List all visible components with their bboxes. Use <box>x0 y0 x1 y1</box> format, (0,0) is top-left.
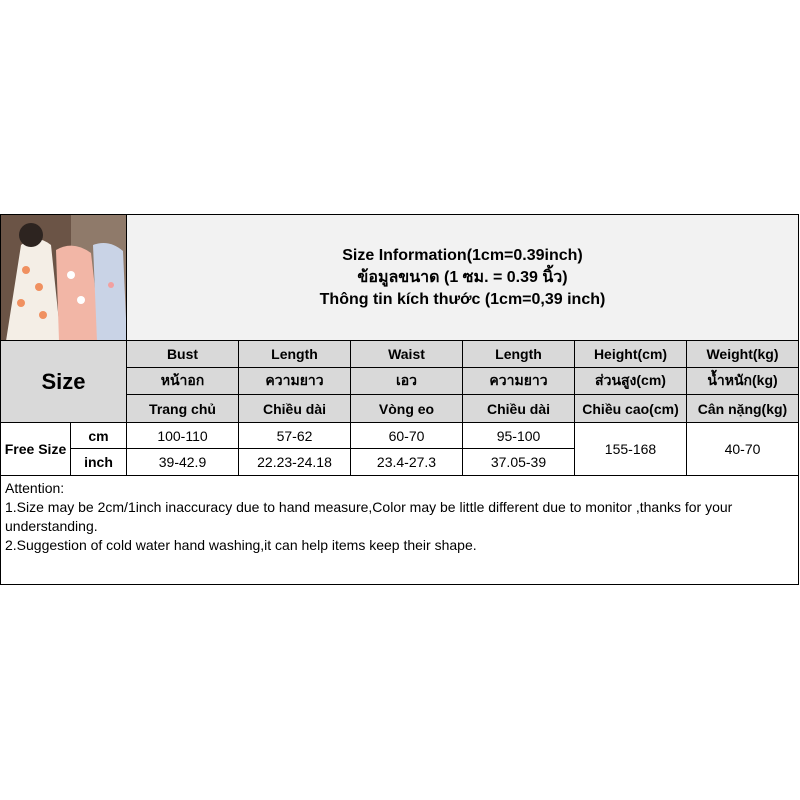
length2-cm-value: 95-100 <box>463 423 575 449</box>
column-length-th: ความยาว <box>239 368 351 395</box>
column-bust-th: หน้าอก <box>127 368 239 395</box>
title-vietnamese: Thông tin kích thước (1cm=0,39 inch) <box>319 290 606 308</box>
column-height-th: ส่วนสูง(cm) <box>575 368 687 395</box>
column-height-vi: Chiều cao(cm) <box>575 395 687 423</box>
column-waist-vi: Vòng eo <box>351 395 463 423</box>
height-value: 155-168 <box>575 423 687 476</box>
column-length-en: Length <box>239 341 351 368</box>
column-waist-en: Waist <box>351 341 463 368</box>
attention-line-1: 1.Size may be 2cm/1inch inaccuracy due to hand measure,Color may be little different due to monitor ,thanks for your understanding. <box>5 499 733 534</box>
column-weight-th: น้ำหนัก(kg) <box>687 368 798 395</box>
unit-cm: cm <box>71 423 127 449</box>
size-header: Size <box>1 341 127 423</box>
product-photo <box>1 215 127 341</box>
length-inch-value: 22.23-24.18 <box>239 449 351 476</box>
waist-cm-value: 60-70 <box>351 423 463 449</box>
column-height-en: Height(cm) <box>575 341 687 368</box>
column-bust-vi: Trang chủ <box>127 395 239 423</box>
size-information-title <box>127 215 798 341</box>
column-bust-en: Bust <box>127 341 239 368</box>
free-size-label: Free Size <box>1 423 71 476</box>
column-weight-vi: Cân nặng(kg) <box>687 395 798 423</box>
bust-inch-value: 39-42.9 <box>127 449 239 476</box>
length-cm-value: 57-62 <box>239 423 351 449</box>
column-length-vi: Chiều dài <box>239 395 351 423</box>
length2-inch-value: 37.05-39 <box>463 449 575 476</box>
waist-inch-value: 23.4-27.3 <box>351 449 463 476</box>
title-thai: ข้อมูลขนาด (1 ซม. = 0.39 นิ้ว) <box>357 268 568 286</box>
product-photo-image <box>1 215 127 341</box>
unit-inch: inch <box>71 449 127 476</box>
column-length2-en: Length <box>463 341 575 368</box>
weight-value: 40-70 <box>687 423 798 476</box>
attention-heading: Attention: <box>5 480 65 496</box>
bust-cm-value: 100-110 <box>127 423 239 449</box>
attention-notes <box>5 479 795 555</box>
title-english: Size Information(1cm=0.39inch) <box>342 246 583 264</box>
attention-line-2: 2.Suggestion of cold water hand washing,it can help items keep their shape. <box>5 537 477 553</box>
column-waist-th: เอว <box>351 368 463 395</box>
column-length2-vi: Chiều dài <box>463 395 575 423</box>
column-weight-en: Weight(kg) <box>687 341 798 368</box>
size-chart <box>0 214 799 585</box>
column-length2-th: ความยาว <box>463 368 575 395</box>
